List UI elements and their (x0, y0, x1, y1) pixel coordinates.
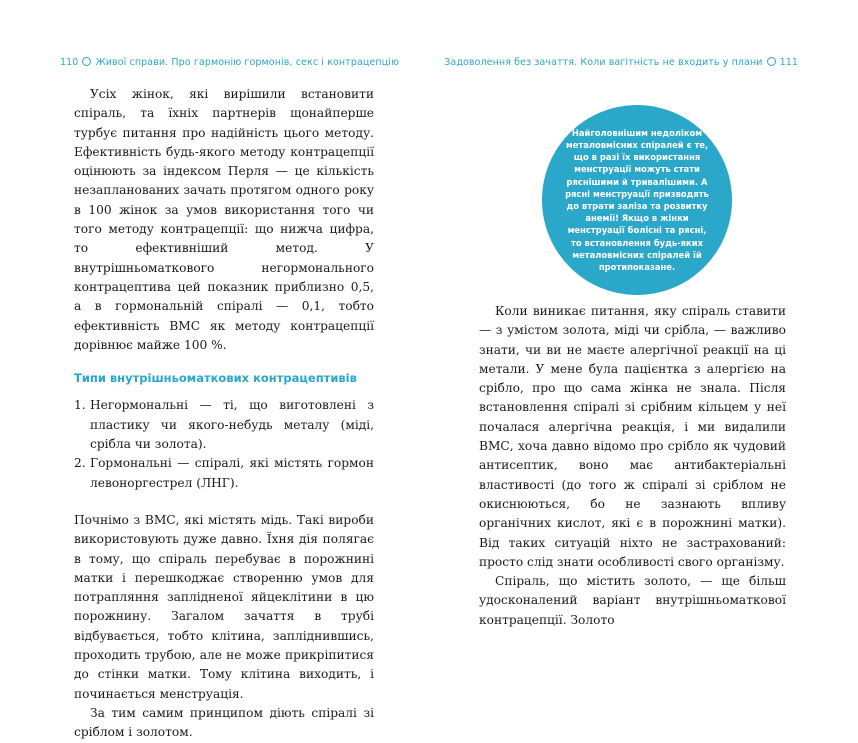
right-page (429, 0, 858, 627)
left-running-title: Живої справи. Про гармонію гормонів, секс і контрацепцію (95, 57, 400, 68)
list-item (74, 396, 374, 454)
list-item-number: 2. (74, 456, 86, 471)
callout-circle (542, 105, 732, 295)
list-item-number: 1. (74, 398, 86, 413)
intro-paragraph: Усіх жінок, які вирішили встановити спіраль, та їхніх партнерів щонайперше турбує питання про надійність цього методу. Ефективність будь-якого методу контрацепції оцінюють за індексом Перля — це кількість незапланованих зачать протягом одного року в 100 жінок за умов використання того чи того методу контрацепції: що нижча цифра, то ефективніший метод. У внутрішньоматкового негормонального контрацептива цей показник приблизно 0,5, а в гормональній спіралі — 0,1, тобто ефективність ВМС як методу контрацепції дорівнює майже 100 %. (74, 87, 374, 352)
iud-types-list (74, 396, 374, 492)
silver-paragraph: За тим самим принципом діють спіралі зі сріблом і золотом. (74, 705, 374, 740)
right-running-title: Задоволення без зачаття. Коли вагітність не входить у плани (444, 57, 763, 68)
right-page-number: 111 (779, 57, 798, 68)
apple-icon (767, 57, 776, 66)
copper-paragraph: Почнімо з ВМС, які містять мідь. Такі вироби використовують дуже давно. Їхня дія полягає в тому, що спіраль перебуває в порожнині матки і перешкоджає створенню умов для потрапляння заплідненої яйцеклітини в цю порожнину. Загалом зачаття в трубі відбувається, тобто клітина, запліднившись, проходить трубою, але не може прикріпитися до стінки матки. Тому клітина виходить, і починається менструація. (74, 512, 374, 701)
gold-paragraph: Спіраль, що містить золото, — ще більш удосконалений варіант внутрішньоматкової контрацепції. Золото (479, 574, 786, 627)
list-item-text: Гормональні — спіралі, які містять гормон левоноргестрел (ЛНГ). (90, 456, 374, 490)
list-item-text: Негормональні — ті, що виготовлені з пластику чи якого-небудь металу (міді, срібла чи золота). (90, 398, 374, 452)
apple-icon (82, 57, 91, 66)
callout-text: Найголовнішим недоліком металовмісних спіралей є те, що в разі їх використання менструації можуть стати ряснішими й тривалішими. А рясні менструації призводять до втрати заліза та розвитку анемії! Якщо в жінки менструації болісні та рясні, то встановлення будь-яких металовмісних спіралей їй протипоказане. (565, 127, 709, 273)
list-item (74, 454, 374, 493)
allergy-paragraph: Коли виникає питання, яку спіраль ставити — з умістом золота, міді чи срібла, — важливо знати, чи ви не маєте алергічної реакції на ці метали. У мене була пацієнтка з алергією на срібло, про що сама жінка не знала. Після встановлення спіралі зі срібним кільцем у неї почалася алергічна реакція, і ми видалили ВМС, хоча давно відомо про срібло як чудовий антисептик, воно має антибактеріальні властивості (до того ж спіралі зі сріблом не окиснюються, бо не зазнають впливу органічних кислот, які є в порожнині матки). Від таких ситуацій ніхто не застрахований: просто слід знати особливості свого організму. (479, 304, 786, 569)
left-running-head (60, 57, 399, 68)
section-subheading: Типи внутрішньоматкових контрацептивів (74, 371, 357, 386)
right-body-text (479, 302, 786, 630)
right-running-head (444, 57, 798, 68)
left-body-text (74, 85, 374, 743)
left-page-number: 110 (60, 57, 79, 68)
left-page (0, 0, 429, 740)
